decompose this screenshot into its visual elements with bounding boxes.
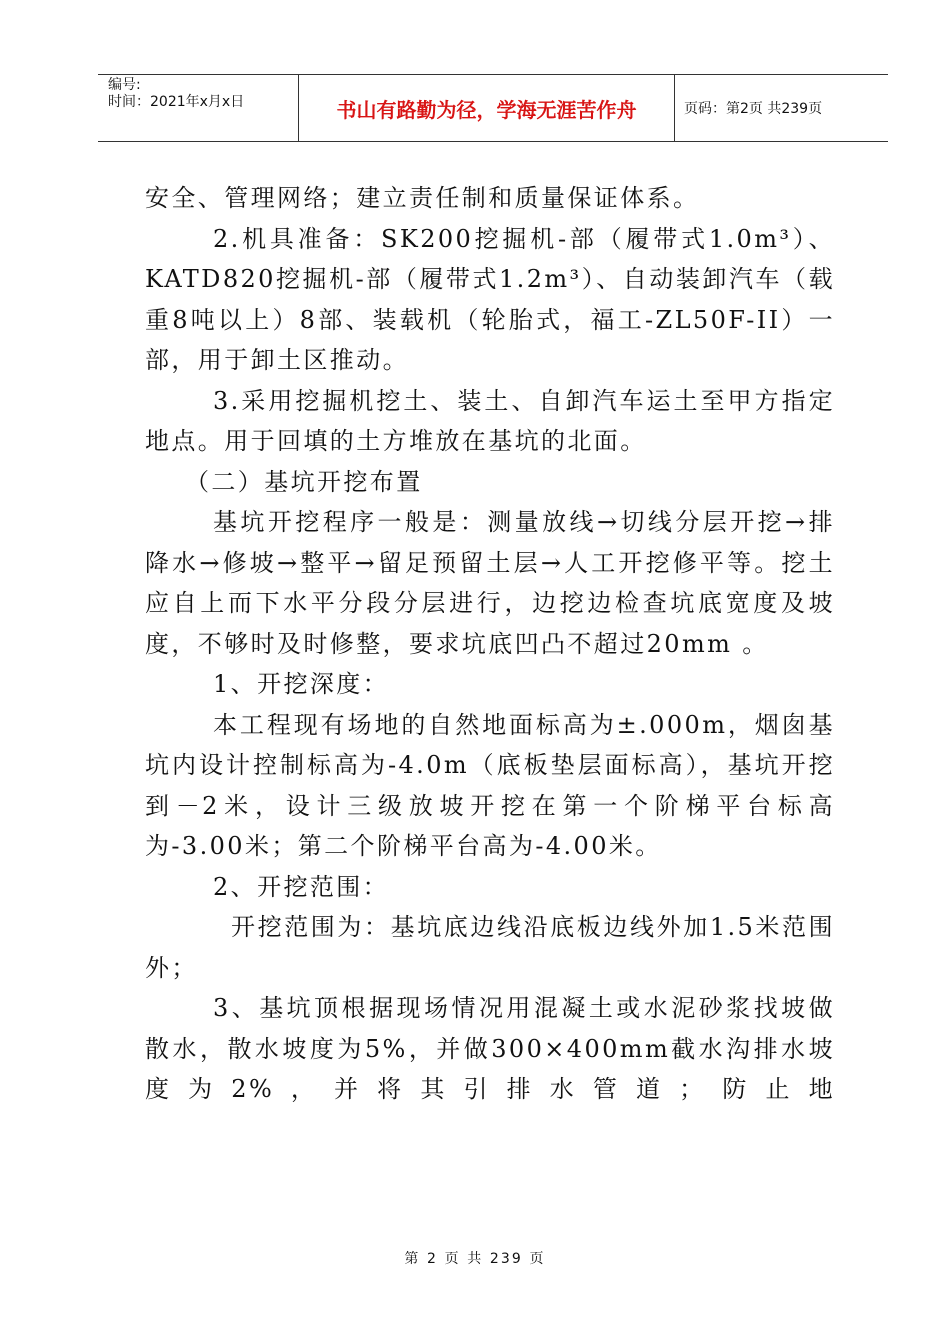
paragraph-3: 3.采用挖掘机挖土、装土、自卸汽车运土至甲方指定地点。用于回填的土方堆放在基坑的北面。	[145, 386, 835, 455]
document-number-label: 编号:	[108, 77, 141, 93]
subheading-depth: 1、开挖深度：	[213, 670, 390, 698]
paragraph-1: 安全、管理网络；建立责任制和质量保证体系。	[145, 184, 700, 212]
section-heading: （二）基坑开挖布置	[185, 467, 423, 496]
header-meta	[98, 75, 298, 141]
paragraph-6: 开挖范围为：基坑底边线沿底板边线外加1.5米范围外；	[145, 913, 835, 982]
paragraph-5: 本工程现有场地的自然地面标高为±.000m，烟囱基坑内设计控制标高为-4.0m（底板垫层面标高），基坑开挖到－2米，设计三级放坡开挖在第一个阶梯平台标高为-3.00米；第二个阶梯平台高为-4.00米。	[145, 710, 835, 860]
paragraph-7: 3、基坑顶根据现场情况用混凝土或水泥砂浆找坡做散水，散水坡度为5%，并做300×400mm截水沟排水坡度为2%，并将其引排水管道；防止地	[145, 994, 835, 1103]
paragraph-4: 基坑开挖程序一般是：测量放线→切线分层开挖→排降水→修坡→整平→留足预留土层→人工开挖修平等。挖土应自上而下水平分段分层进行，边挖边检查坑底宽度及坡度，不够时及时修整，要求坑底凹凸不超过20mm 。	[145, 508, 835, 658]
document-time-label: 时间：2021年x月x日	[108, 94, 245, 110]
header-motto: 书山有路勤为径，学海无涯苦作舟	[298, 75, 675, 141]
page-header	[98, 74, 888, 142]
page-footer: 第 2 页 共 239 页	[404, 1251, 546, 1267]
document-body	[145, 178, 835, 1110]
header-page-number: 页码：第2页 共239页	[684, 101, 823, 117]
subheading-range: 2、开挖范围：	[213, 872, 390, 901]
paragraph-2: 2.机具准备：SK200挖掘机-部（履带式1.0m³）、KATD820挖掘机-部（履带式1.2m³）、自动装卸汽车（载重8吨以上）8部、装载机（轮胎式，福工-ZL50F-II）一部，用于卸土区推动。	[145, 224, 835, 374]
